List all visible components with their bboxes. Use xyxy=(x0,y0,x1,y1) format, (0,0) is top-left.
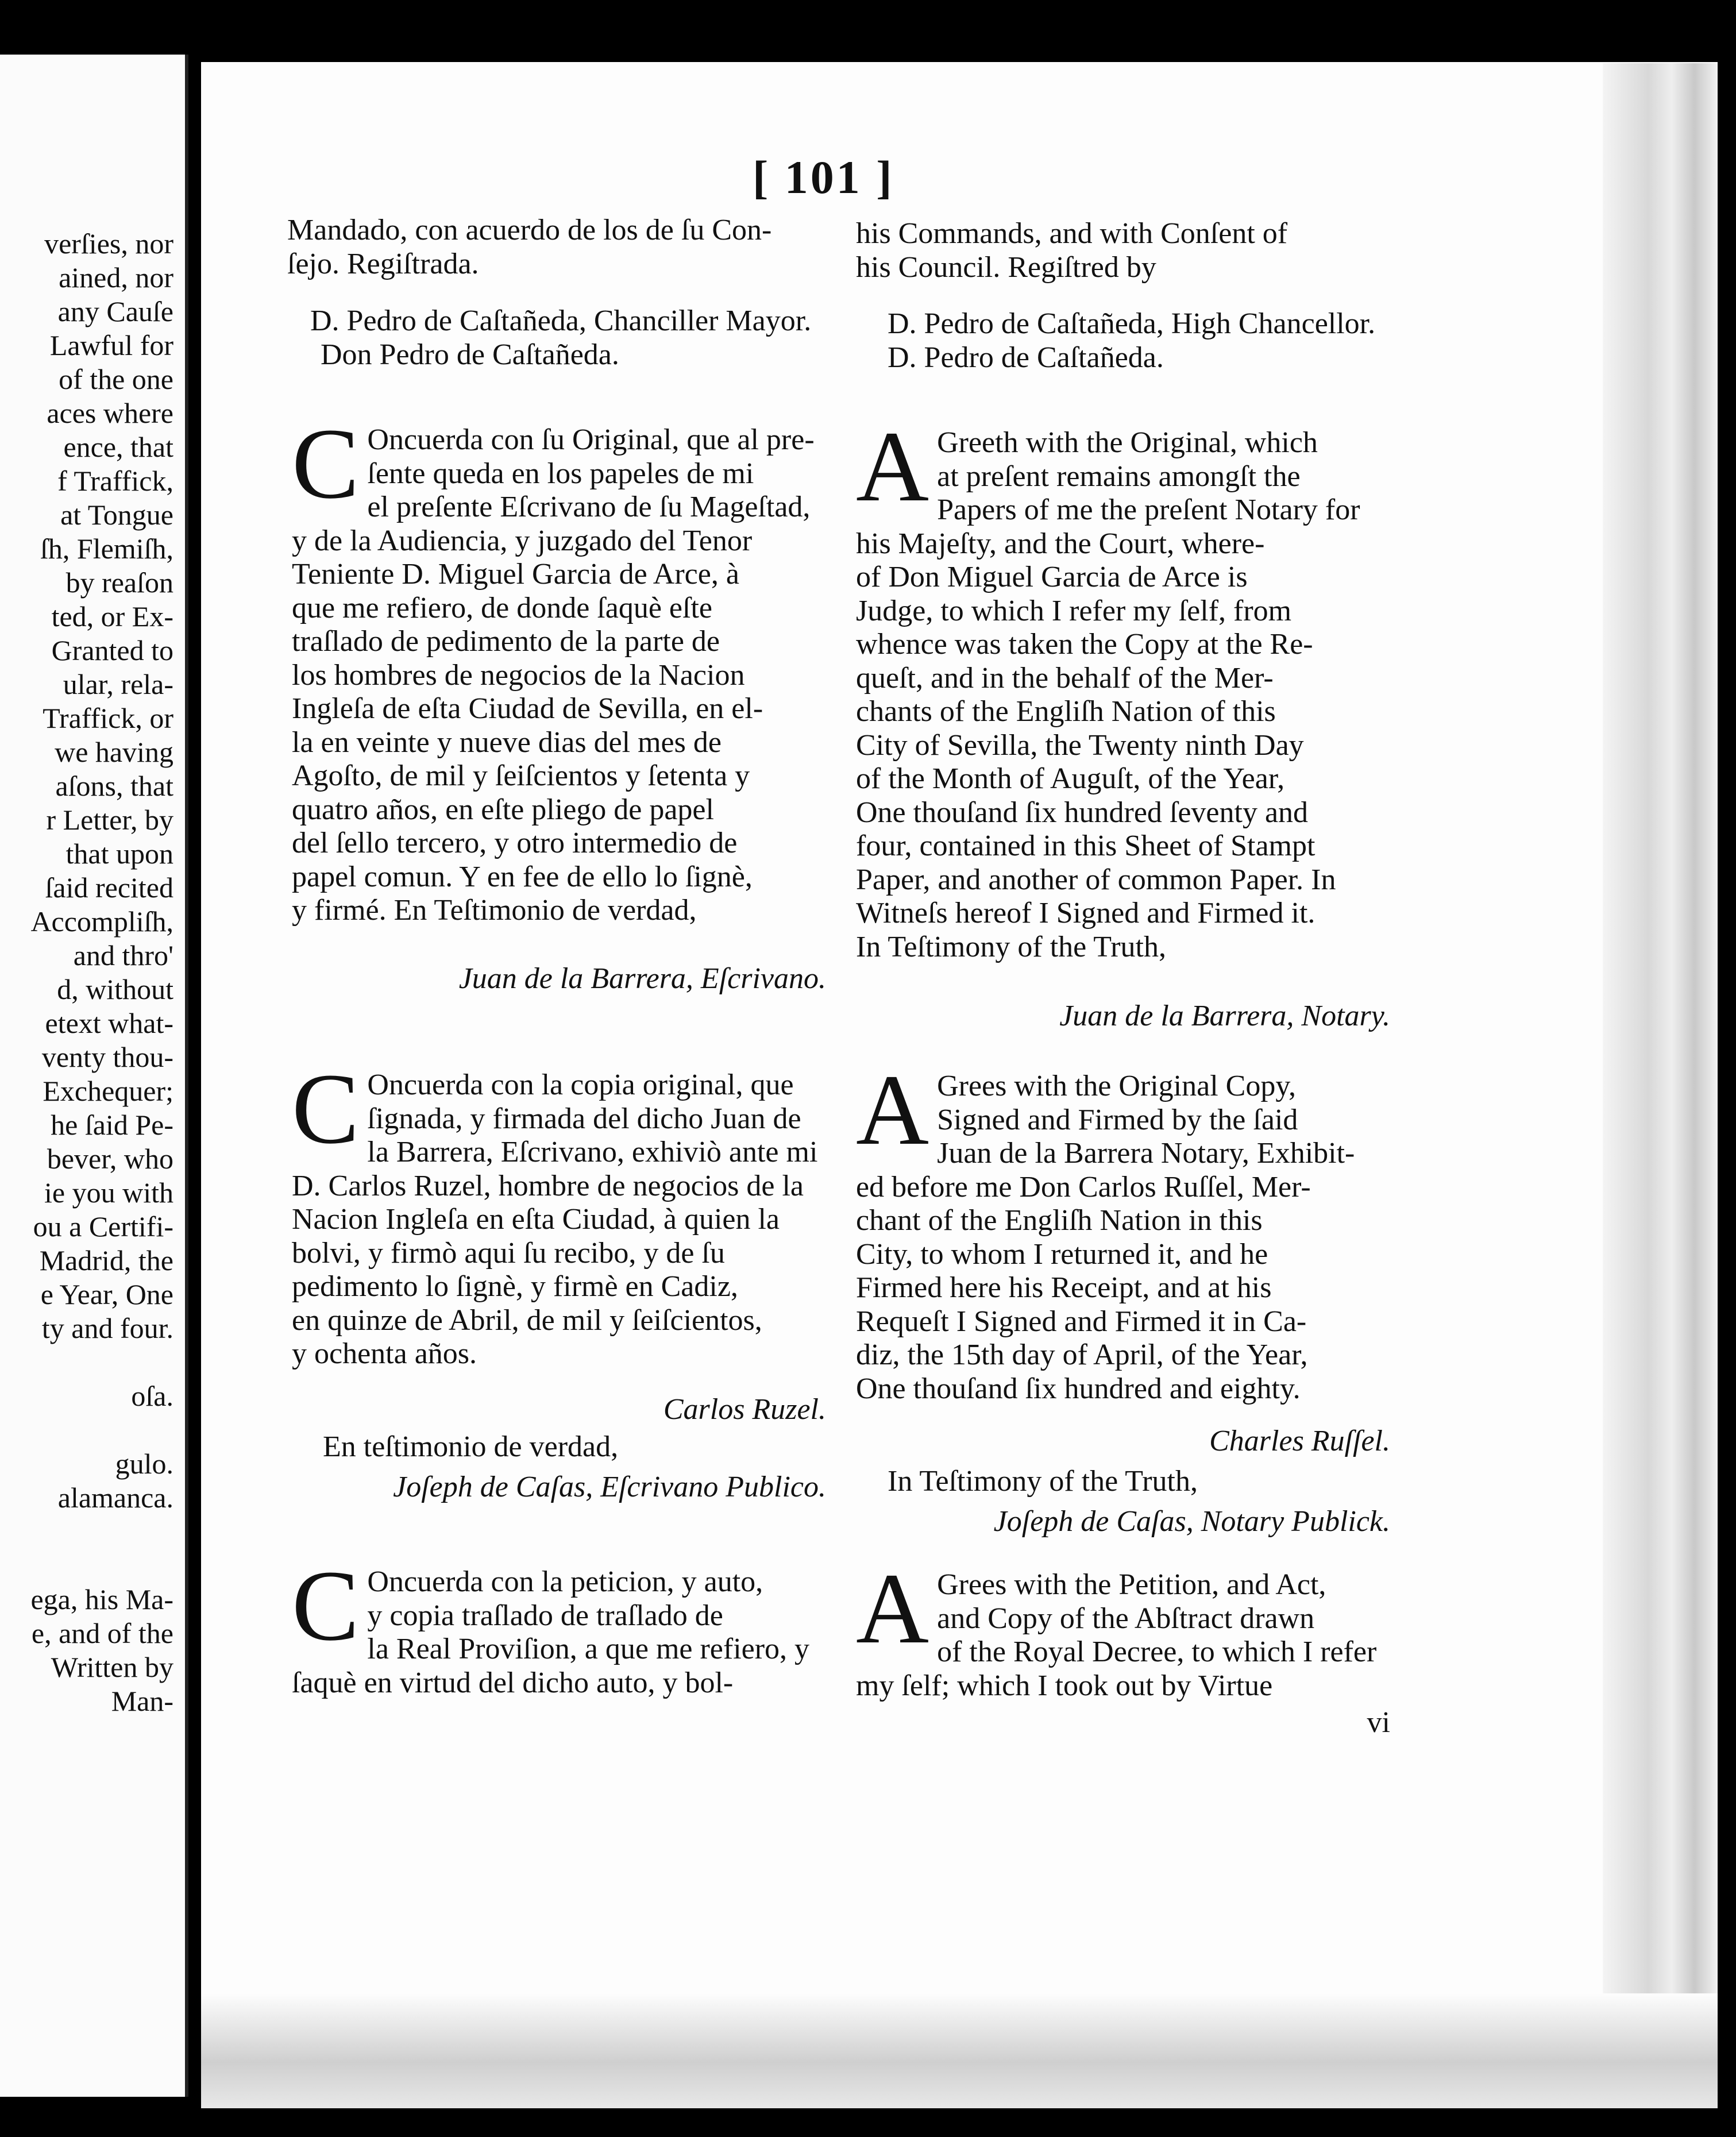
text-line: Juan de la Barrera Notary, Exhibit- xyxy=(937,1137,1355,1170)
spanish-column xyxy=(287,214,827,281)
text-line: his Commands, and with Conſent of xyxy=(856,217,1288,250)
text-line: la Barrera, Eſcrivano, exhiviò ante mi xyxy=(367,1136,818,1168)
paragraph-lines xyxy=(856,411,1390,964)
signature: Joſeph de Caſas, Notary Publick. xyxy=(993,1505,1390,1538)
paragraph-lines xyxy=(292,408,826,928)
text-line: Papers of me the preſent Notary for xyxy=(937,493,1360,526)
text-line: Grees with the Original Copy, xyxy=(937,1070,1296,1102)
facing-page-line: etext what- xyxy=(45,1007,173,1039)
text-line: ſente queda en los papeles de mi xyxy=(367,457,754,490)
facing-page-line: ou a Certifi- xyxy=(33,1210,173,1243)
signature: Joſeph de Caſas, Eſcrivano Publico. xyxy=(393,1471,826,1503)
paragraph-lines xyxy=(856,1070,1390,1406)
facing-page-line: any Cauſe xyxy=(57,295,173,327)
facing-page-line: verſies, nor xyxy=(44,227,173,260)
text-line: Witneſs hereof I Signed and Firmed it. xyxy=(856,897,1315,929)
text-line: City of Sevilla, the Twenty ninth Day xyxy=(856,728,1304,762)
text-line: en quinze de Abril, de mil y ſeiſcientos, xyxy=(292,1303,762,1337)
text-line: quatro años, en eſte pliego de papel xyxy=(292,793,714,826)
text-line: ſejo. Regiſtrada. xyxy=(287,247,479,280)
drop-cap: A xyxy=(856,411,929,523)
spanish-paragraph-1 xyxy=(292,408,826,928)
text-line: traſlado de pedimento de la parte de xyxy=(292,625,720,658)
text-line: of the Royal Decree, to which I refer xyxy=(937,1635,1377,1668)
signature: Carlos Ruzel. xyxy=(663,1393,826,1426)
paragraph-lines xyxy=(856,1553,1390,1703)
facing-page-line: Granted to xyxy=(51,634,173,666)
text-line: Teniente D. Miguel Garcia de Arce, à xyxy=(292,558,739,591)
text-line: los hombres de negocios de la Nacion xyxy=(292,658,745,692)
facing-page-line: ty and four. xyxy=(41,1312,173,1344)
text-line: Judge, to which I refer my ſelf, from xyxy=(856,594,1292,627)
text-line: y copia traſlado de traſlado de xyxy=(367,1599,723,1632)
text-line: his Council. Regiſtred by xyxy=(856,250,1156,284)
text-line: chant of the Engliſh Nation in this xyxy=(856,1204,1263,1237)
text-line: my ſelf; which I took out by Virtue xyxy=(856,1669,1273,1702)
signature: Juan de la Barrera, Notary. xyxy=(1059,1000,1390,1032)
text-line: bolvi, y firmò aqui ſu recibo, y de ſu xyxy=(292,1236,725,1270)
text-line: la Real Proviſion, a que me refiero, y xyxy=(367,1633,810,1665)
text-line: Greeth with the Original, which xyxy=(937,426,1318,459)
text-line: Requeſt I Signed and Firmed it in Ca- xyxy=(856,1305,1307,1338)
text-line: Grees with the Petition, and Act, xyxy=(937,1568,1326,1601)
facing-page-line: alamanca. xyxy=(57,1482,173,1514)
facing-page-line: ega, his Ma- xyxy=(30,1583,173,1615)
text-line: One thouſand ſix hundred and eighty. xyxy=(856,1372,1301,1405)
text-line: ſignada, y firmada del dicho Juan de xyxy=(367,1102,801,1135)
spanish-paragraph-3 xyxy=(292,1550,826,1700)
text-line: pedimento lo ſignè, y firmè en Cadiz, xyxy=(292,1270,738,1303)
page-bottom-edge xyxy=(201,1993,1718,2108)
signature: Charles Ruſſel. xyxy=(1209,1425,1390,1457)
facing-page-line: ained, nor xyxy=(59,261,173,294)
text-line: D. Carlos Ruzel, hombre de negocios de la xyxy=(292,1169,804,1202)
facing-page-line: Written by xyxy=(51,1651,173,1683)
facing-page-line: of the one xyxy=(59,363,173,395)
english-signature-1-wrap xyxy=(856,1000,1390,1033)
text-line: his Majeſty, and the Court, where- xyxy=(856,527,1265,560)
facing-page-line: ſaid recited xyxy=(45,871,173,904)
paragraph-lines xyxy=(292,1053,826,1371)
text-line: Ingleſa de eſta Ciudad de Sevilla, en el- xyxy=(292,692,763,725)
drop-cap: C xyxy=(292,1550,360,1662)
english-signature-2-wrap xyxy=(856,1425,1390,1459)
chancellor-line-2: Don Pedro de Caſtañeda. xyxy=(321,338,619,371)
text-line: papel comun. Y en fee de ello lo ſignè, xyxy=(292,860,753,893)
text-line: que me refiero, de donde ſaquè eſte xyxy=(292,591,712,624)
facing-page-line: e, and of the xyxy=(31,1617,173,1649)
english-paragraph-1 xyxy=(856,411,1390,964)
signature: Juan de la Barrera, Eſcrivano. xyxy=(458,962,826,995)
spanish-signature-1-wrap xyxy=(292,962,826,996)
facing-page-line: r Letter, by xyxy=(46,804,173,836)
facing-page-line: gulo. xyxy=(115,1448,173,1480)
english-testimony-wrap xyxy=(888,1465,1393,1499)
drop-cap: A xyxy=(856,1553,929,1665)
text-line: y firmé. En Teſtimonio de verdad, xyxy=(292,894,697,927)
facing-page-line: ted, or Ex- xyxy=(51,600,173,632)
english-opening xyxy=(856,217,1396,284)
text-line: del ſello tercero, y otro intermedio de xyxy=(292,827,738,859)
drop-cap: C xyxy=(292,408,360,520)
paragraph-lines xyxy=(292,1550,826,1700)
text-line: diz, the 15th day of April, of the Year, xyxy=(856,1338,1308,1371)
text-line: y de la Audiencia, y juzgado del Tenor xyxy=(292,524,753,557)
testimony-line: In Teſtimony of the Truth, xyxy=(888,1465,1198,1498)
text-line: Agoſto, de mil y ſeiſcientos y ſetenta y xyxy=(292,759,750,792)
text-line: Oncuerda con la peticion, y auto, xyxy=(367,1565,763,1598)
facing-page-line: at Tongue xyxy=(60,499,173,531)
facing-page-line: he ſaid Pe- xyxy=(51,1109,173,1141)
page-number: [ 101 ] xyxy=(753,151,894,203)
text-line: of the Month of Auguſt, of the Year, xyxy=(856,762,1285,795)
facing-page-line: venty thou- xyxy=(41,1041,173,1073)
facing-page-line: we having xyxy=(55,736,173,768)
text-line: One thouſand ſix hundred ſeventy and xyxy=(856,796,1309,829)
text-line: at preſent remains amongſt the xyxy=(937,460,1301,493)
facing-page-line: Man- xyxy=(111,1685,173,1717)
facing-page-line: by reaſon xyxy=(65,566,173,599)
spanish-signature-3-wrap xyxy=(292,1471,826,1505)
text-line: queſt, and in the behalf of the Mer- xyxy=(856,661,1274,695)
english-column xyxy=(856,217,1396,284)
facing-page-line: Lawful for xyxy=(49,329,173,361)
facing-page-line: oſa. xyxy=(131,1380,173,1412)
text-line: el preſente Eſcrivano de ſu Mageſtad, xyxy=(367,491,811,523)
catchword-wrap xyxy=(856,1706,1390,1740)
text-line: Firmed here his Receipt, and at his xyxy=(856,1271,1272,1304)
facing-page-line: f Traffick, xyxy=(57,465,173,497)
facing-page-line: e Year, One xyxy=(40,1278,173,1310)
facing-page-line: bever, who xyxy=(47,1143,173,1175)
text-line: Paper, and another of common Paper. In xyxy=(856,863,1336,896)
text-line: of Don Miguel Garcia de Arce is xyxy=(856,561,1248,593)
text-line: City, to whom I returned it, and he xyxy=(856,1237,1268,1271)
facing-page-line: ſh, Flemiſh, xyxy=(40,533,173,565)
spanish-opening xyxy=(287,214,827,281)
text-line: In Teſtimony of the Truth, xyxy=(856,930,1166,963)
facing-page-line: aces where xyxy=(47,397,173,429)
facing-page-fragment xyxy=(0,55,188,2097)
english-paragraph-2 xyxy=(856,1054,1390,1406)
text-line: four, contained in this Sheet of Stampt xyxy=(856,830,1315,862)
text-line: ſaquè en virtud del dicho auto, y bol- xyxy=(292,1666,734,1699)
facing-page-line: ular, rela- xyxy=(63,668,173,700)
text-line: whence was taken the Copy at the Re- xyxy=(856,628,1313,661)
facing-page-line: ie you with xyxy=(44,1176,173,1209)
spanish-signature-2-wrap xyxy=(292,1393,826,1427)
text-line: y ochenta años. xyxy=(292,1337,477,1370)
spanish-paragraph-2 xyxy=(292,1053,826,1371)
english-chancellor xyxy=(888,307,1405,375)
facing-page-line: Accompliſh, xyxy=(30,905,173,938)
facing-page-line: Traffick, or xyxy=(43,702,173,734)
text-line: Mandado, con acuerdo de los de ſu Con- xyxy=(287,214,772,246)
chancellor-line-2: D. Pedro de Caſtañeda. xyxy=(888,341,1164,374)
facing-page-line: ence, that xyxy=(63,431,173,463)
english-paragraph-3 xyxy=(856,1553,1390,1703)
testimony-line: En teſtimonio de verdad, xyxy=(323,1430,619,1463)
page-edge-shadow xyxy=(1603,63,1718,2108)
facing-page-line: aſons, that xyxy=(55,770,173,802)
chancellor-line: D. Pedro de Caſtañeda, High Chancellor. xyxy=(888,307,1376,340)
drop-cap: C xyxy=(292,1053,360,1165)
text-line: Oncuerda con la copia original, que xyxy=(367,1068,794,1101)
text-line: Oncuerda con ſu Original, que al pre- xyxy=(367,423,815,456)
text-line: Signed and Firmed by the ſaid xyxy=(937,1103,1298,1136)
text-line: Nacion Ingleſa en eſta Ciudad, à quien la xyxy=(292,1203,780,1236)
drop-cap: A xyxy=(856,1054,929,1166)
facing-page-line: that upon xyxy=(65,838,173,870)
spanish-testimony-wrap xyxy=(323,1430,828,1464)
text-line: ed before me Don Carlos Ruſſel, Mer- xyxy=(856,1170,1311,1203)
facing-page-line: d, without xyxy=(57,973,173,1005)
facing-page-line: Exchequer; xyxy=(43,1075,173,1107)
text-line: chants of the Engliſh Nation of this xyxy=(856,695,1276,728)
text-line: and Copy of the Abſtract drawn xyxy=(937,1602,1315,1635)
english-signature-3-wrap xyxy=(856,1505,1390,1539)
catchword: vi xyxy=(1367,1706,1390,1739)
chancellor-line: D. Pedro de Caſtañeda, Chanciller Mayor. xyxy=(310,304,812,337)
text-line: la en veinte y nueve dias del mes de xyxy=(292,726,722,759)
spanish-chancellor xyxy=(310,304,839,372)
facing-page-line: Madrid, the xyxy=(39,1244,173,1276)
facing-page-line: and thro' xyxy=(73,939,173,971)
